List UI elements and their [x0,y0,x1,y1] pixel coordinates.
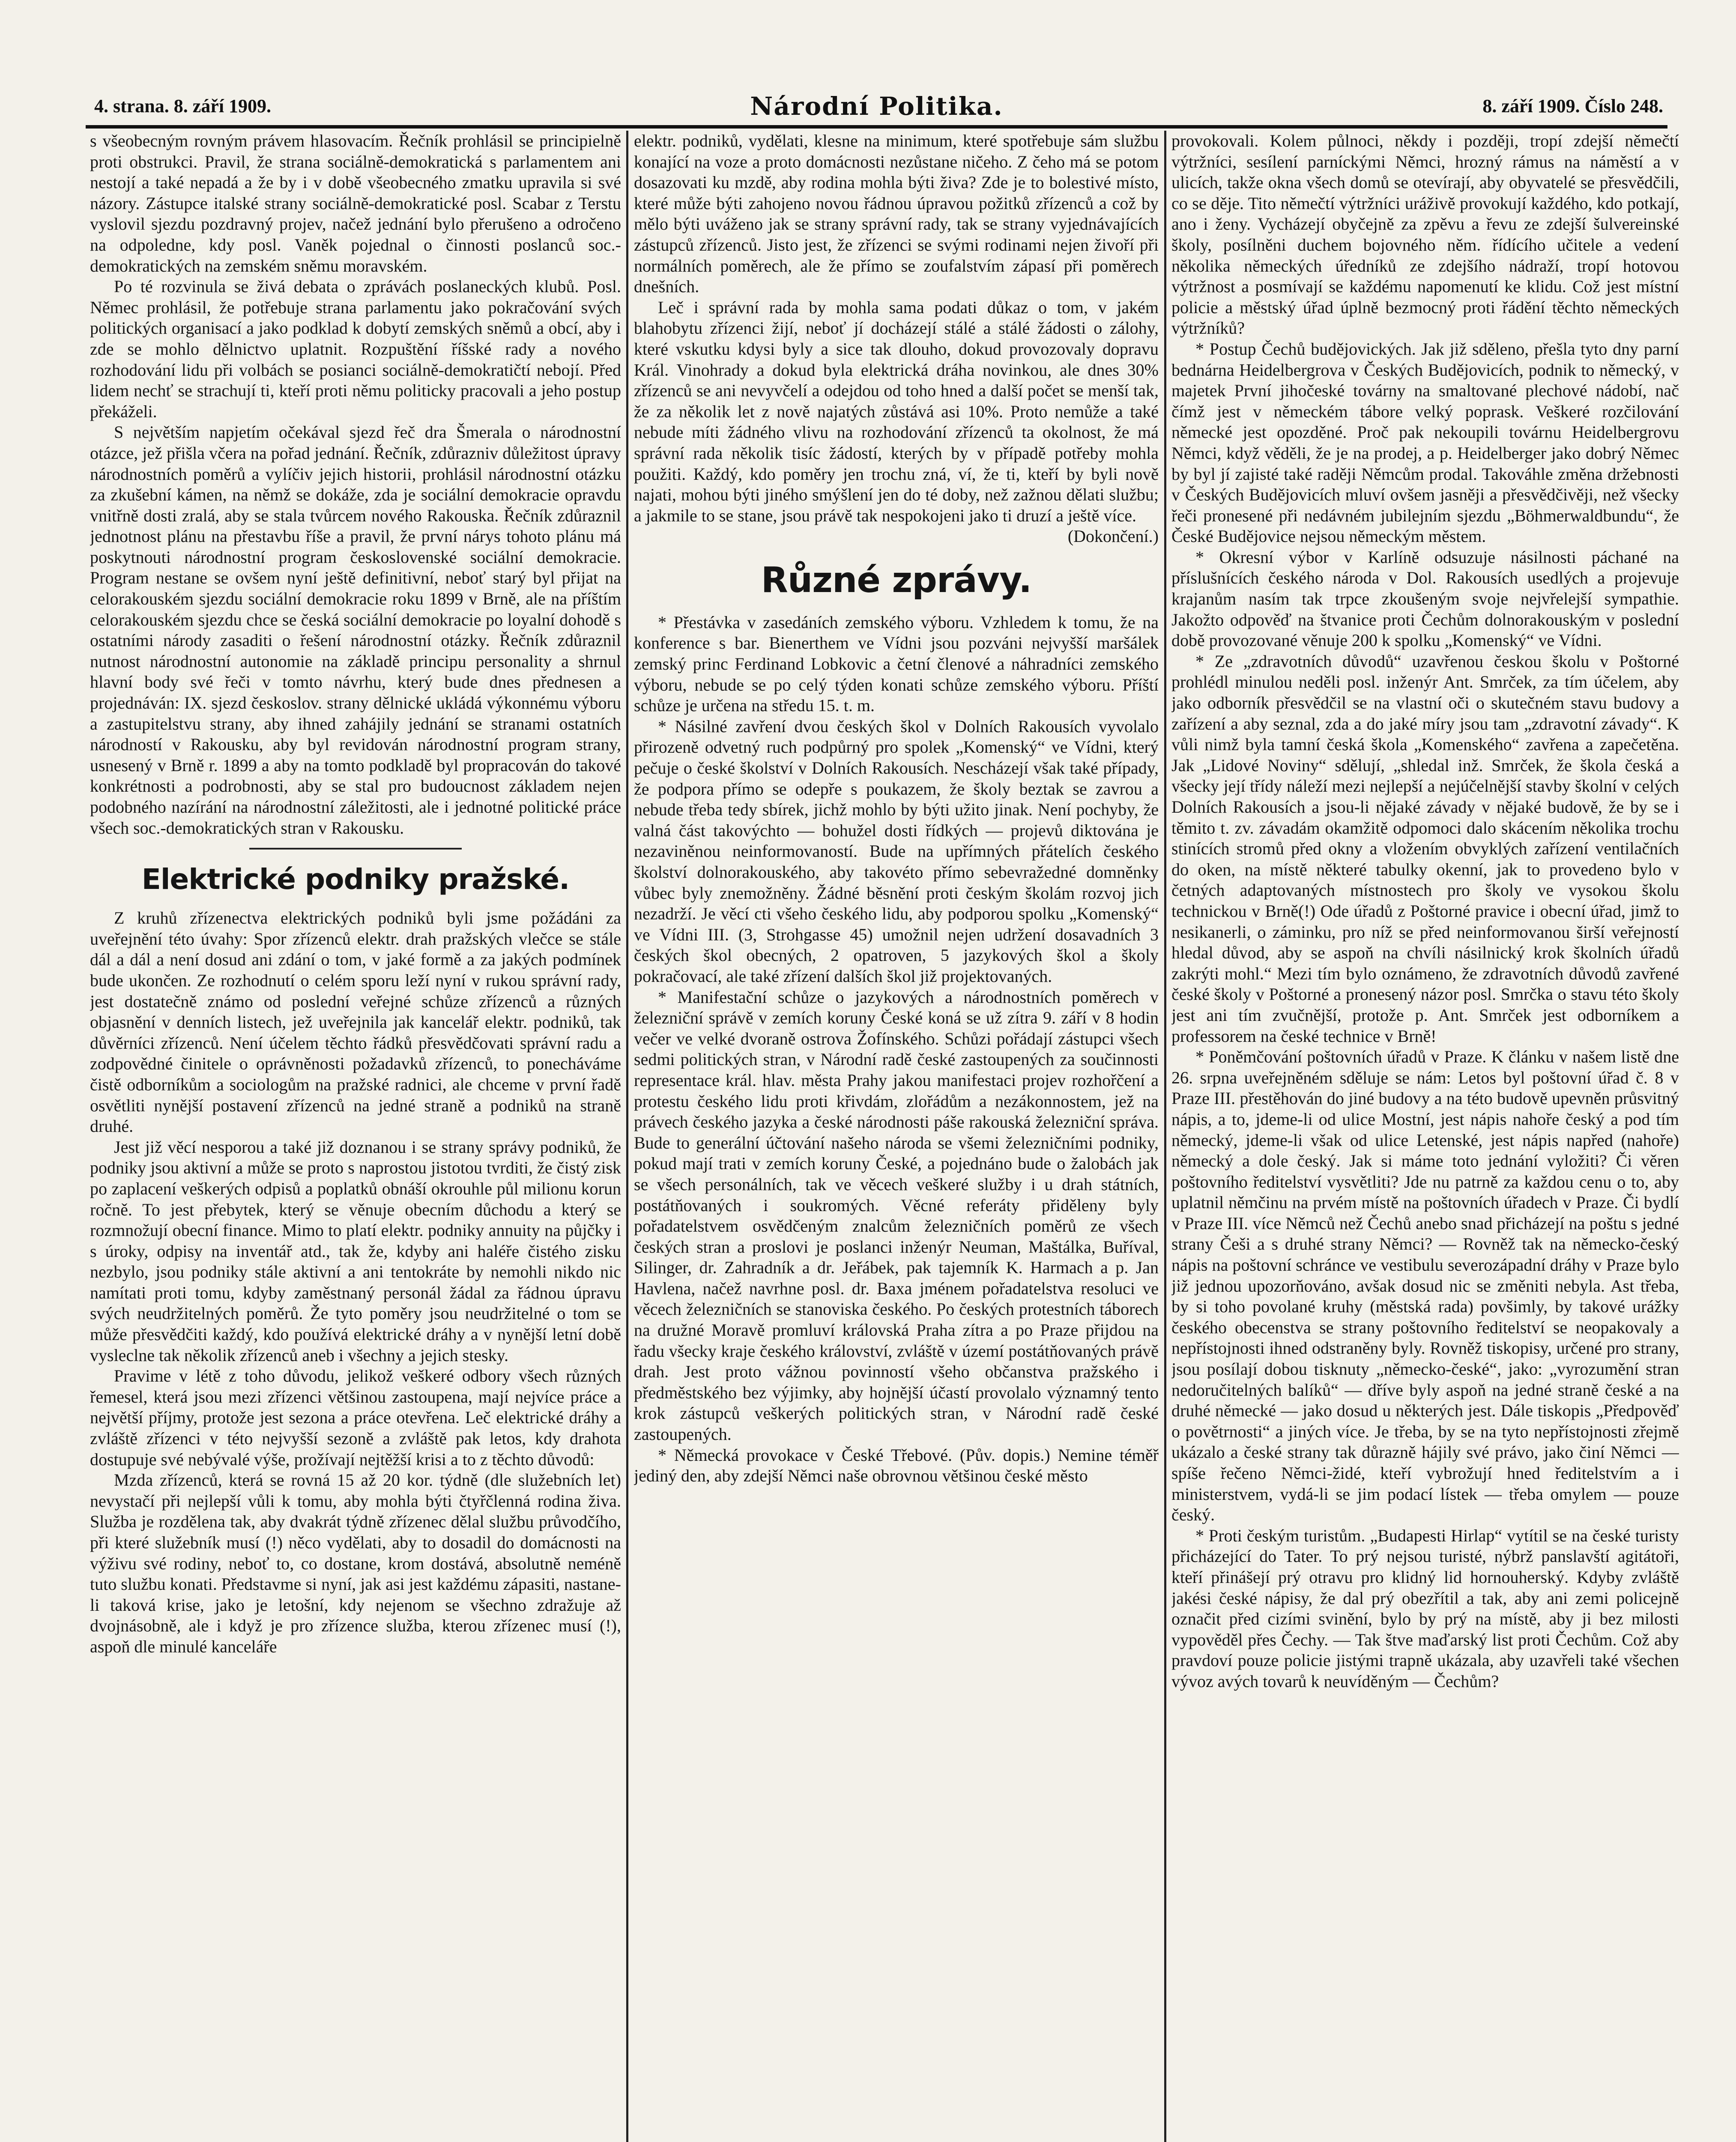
article-paragraph: elektr. podniků, vydělati, klesne na minimum, které spotřebuje sám službu konající na voze a proto domácnosti nezůstane ničeho. Z čeho má se potom dosazovati ku mzdě, aby rodina mohla býti živa? Zde je to bolestivé místo, které může býti zahojeno novou řádnou úpravou požitků zřízenců a což by mělo býti uváženo jak se strany správní rady, tak se strany vyjednávajících zástupců zřízenců. Jisto jest, že zřízenci se svými rodinami nejen živoří při normálních poměrech, ale že přímo se zoufalstvím zápasí při poměrech dnešních. [634,131,1159,296]
news-item: * Poněmčování poštovních úřadů v Praze. K článku v našem listě dne 26. srpna uveřejněném sděluje se nám: Letos byl poštovní úřad č. 8 v Praze III. přestěhován do jiné budovy a na této budově upevněn průsvitný nápis, a to, jdeme-li od ulice Mostní, jest nápis nahoře český a pod tím německý, jdeme-li však od ulice Letenské, jest nápis napřed (nahoře) německý a dole český. Jak si máme toto jednání vyložiti? Či věren poštovního ředitelství vysvětliti? Jde nu patrně za každou cenu o to, aby uplatnil němčinu na prvém místě na poštovních úřadech v Praze. Či bydlí v Praze III. více Němců než Čechů anebo snad přicházejí na poštu s jedné strany Češi a s druhé strany Němci? — Rovněž tak na německo-český nápis na poštovní schránce ve vestibulu severozápadní dráhy v Praze bylo již jednou upozorňováno, avšak dosud nic se změniti nebyla. Ast třeba, by si toho povolané kruhy (městská rada) povšimly, by takové urážky českého obecenstva se strany poštovního ředitelství se neopakovaly a nepřístojnosti ihned odstraněny byly. Rovněž tiskopisy, určené pro strany, jsou posílají dobou tisknuty „německo-české“, jako: „vyrozumění stran nedoručitelných balíků“ — dříve byly aspoň na jedné straně české a na druhé německé — jako dosud u některých jest. Dále tiskopis „Předpověď o povětrnosti“ a jiných více. Je třeba, by se na tyto nepřístojnosti zřejmě ukázalo a české strany tak důrazně hájily své právo, jako činí Němci — spíše řečeno Němci-židé, kteří vybrožují hned ředitelstvím a i ministerstvem, vydá-li se jim podací lístek — třeba omylem — pouze český. [1171,1047,1679,1525]
article-paragraph: Mzda zřízenců, která se rovná 15 až 20 kor. týdně (dle služebních let) nevystačí při nejlepší vůli k tomu, aby mohla býti čtyřčlenná rodina živa. Služba je rozdělena tak, aby dvakrát týdně zřízenec dělal službu průvodčího, při které služebník musí (!) něco vydělati, aby to dosadil do domácnosti na výživu své rodiny, neboť to, co dostane, krom dostává, absolutně neméně tuto službu konati. Představme si nyní, jak asi jest každému zápasiti, nastane-li taková krise, jako je letošní, kdy nejenom se všechno zdražuje až dvojnásobně, ale i když je pro zřízence služba, kterou zřízenec musí (!), aspoň dle minulé kanceláře [90,1470,621,1656]
article-paragraph: provokovali. Kolem půlnoci, někdy i později, tropí zdejší němečtí výtržníci, sesílení parníckými Němci, hrozný rámus na náměstí a v ulicích, takže okna všech domů se otevírají, aby obyvatelé se přesvědčili, co se děje. Tito němečtí výtržníci uráživě provokují každého, kdo potkají, ano i ženy. Vycházejí obyčejně za zpěvu a řevu ze zdejší šulvereinské školy, posílněni duchem bojovného něm. řídícího učitele a vedení několika německých úředníků ze zdejšího nádraží, tropí hotovou výtržnost a posmívají se každému napomenutí ke klidu. Což jest místní policie a městský úřad úplně bezmocný proti řádění těchto německých výtržníků? [1171,131,1679,338]
news-item: * Násilné zavření dvou českých škol v Dolních Rakousích vyvolalo přirozeně odvetný ruch podpůrný pro spolek „Komenský“ ve Vídni, který pečuje o české školství v Dolních Rakousích. Nescházejí však také případy, že podpora přímo se odepře s poukazem, že školy beztak se zavrou a nebude třeba tedy sbírek, jichž mohlo by býti užito jinak. Není pochyby, že valná část takovýchto — bohužel dosti řídkých — projevů diktována je nezaviněnou neinformovaností. Bude na upřímných přátelích českého školství dolnorakouského, aby takovéto přímo sebevražedné domněnky vůbec byly znemožněny. Žádné běsnění proti českým školám rozvoj jich nezadrží. Je věcí cti všeho českého lidu, aby podporou spolku „Komenský“ ve Vídni III. (3, Strohgasse 45) umožnil nejen udržení dosavadních 3 českých škol obecných, 2 opatroven, 5 jazykových škol a školy pokračovací, ale také zřízení dalších škol již projektovaných. [634,716,1159,986]
news-item: * Postup Čechů budějovických. Jak již sděleno, přešla tyto dny parní bednárna Heidelbergrova v Českých Budějovicích, podnik to německý, v majetek První jihočeské továrny na smaltované plechové nádobí, nač čímž jest v německém tábore velký poprask. Veškeré rozčilování německé jest opozděné. Proč pak nekoupili továrnu Heidelbergrovu Němci, když věděli, že je na prodej, a p. Heidelberger jako dobrý Němec by byl jí zajisté také raději Němcům prodal. Takováhle změna držebnosti v Českých Budějovicích mluví ovšem jasněji a přesvědčivěji, než všecky řeči pronesené při nedávném jubilejním sjezdu „Böhmerwaldbundu“, že České Budějovice nejsou německým městem. [1171,339,1679,546]
page-number-date: 4. strana. 8. září 1909. [94,96,272,117]
page-header [86,92,1667,129]
column-divider [626,131,628,2142]
news-item: * Německá provokace v České Třebové. (Pův. dopis.) Nemine téměř jediný den, aby zdejší Němci naše obrovnou většinou české město [634,1445,1159,1486]
section-divider [249,848,462,850]
column-divider [1164,131,1166,2142]
article-paragraph: Pravime v létě z toho důvodu, jelikož veškeré odbory všech různých řemesel, která jsou mezi zřízenci většinou zastoupena, mají nejvíce práce a největší příjmy, protože jest sezona a práce otevřena. Leč elektrické dráhy a zvláště zřízenci v této nejvyšší sezoně a zvláště pak letos, kdy drahota dostupuje své nebývalé výše, prožívají nejtěžší krisi a to z těchto důvodů: [90,1366,621,1469]
article-paragraph: Jest již věcí nesporou a také již doznanou i se strany správy podniků, že podniky jsou aktivní a může se proto s naprostou jistotou tvrditi, že čistý zisk po zaplacení veškerých odpisů a poplatků obnáší okrouhle půl milionu korun ročně. To jest přebytek, který se věnuje obecním důchodu a který se rozmnožují obecní finance. Mimo to platí elektr. podniky annuity na půjčky i s úroky, odpisy na inventář atd., tak že, kdyby ani haléře čistého zisku nezbylo, jsou podniky stále aktivní a ani tentokráte by nemohli nikdo nic namítati proti tomu, kdyby zaměstnaný personál žádal za řádnou úpravu svých neudržitelných poměrů. Že tyto poměry jsou neudržitelné o tom se může přesvědčiti každý, kdo používá elektrické dráhy a v nynější letní době vysleclne tak několik zřízenců aneb i všechny a jejich stesky. [90,1137,621,1365]
news-item: * Manifestační schůze o jazykových a národnostních poměrech v železniční správě v zemích koruny České koná se už zítra 9. září v 8 hodin večer ve velké dvoraně ostrova Žofínského. Schůzi pořádají zástupci všech sedmi politických stran, v Národní radě české zastoupených za součinnosti representace král. hlav. města Prahy jakou manifestaci projev rozhořčení a protestu českého lidu proti křivdám, zlořádům a nezákonnostem, jež na právech českého jazyka a české národnosti páše rakouská železniční správa. Bude to generální účtování našeho národa se všemi železničními podniky, pokud mají trati v zemích koruny České, a pojednáno bude o žalobách jak se všech personálních, tak ve věcech veškeré služby i u drah státních, postátňovaných i soukromých. Věcné referáty přiděleny byly pořadatelstvem osvědčeným znalcům železničních poměrů ze všech českých stran a proslovi je poslanci inženýr Neuman, Maštálka, Buříval, Silinger, dr. Zahradník a dr. Jeřábek, pak tajemník K. Harmach a p. Jan Havlena, načež navrhne posl. dr. Baxa jménem pořadatelstva resoluci ve věcech železničních se stanoviska českého. Po českých protestních táborech na družné Moravě promluví královská Praha zítra a po Praze přijdou na řadu všecky kraje českého království, zvláště v území postátňovaných právě drah. Jest proto vážnou povinností všeho občanstva pražského i předměstského bez výjimky, aby hojnější účastí provolalo významný tento krok zástupců veškerých politických stran, v Národní radě české zastoupených. [634,987,1159,1444]
column-3 [1171,131,1679,2142]
article-paragraph: Z kruhů zřízenectva elektrických podniků byli jsme požádáni za uveřejnění této úvahy: Spor zřízenců elektr. drah pražských vlečce se stále dál a dál a není dosud ani zdání o tom, v jaké formě a za jakých podmínek bude ukončen. Ze rozhodnutí o celém sporu leží nyní v rukou správní rady, jest dostatečně známo od poslední veřejné schůze zřízenců a různých objasnění v denních listech, jež uveřejnila jak kancelář elektr. podniků, tak důvěrníci zřízenců. Není účelem těchto řádků přesvědčovati správní radu a zodpovědné činitele o oprávněnosti požadavků zřízenců, to ponecháváme čistě odborníkům a sociologům na pražské radnici, ale chceme v první řadě osvětliti nynější postavení zřízenců na jedné straně a podniků na straně druhé. [90,908,621,1136]
article-paragraph: S největším napjetím očekával sjezd řeč dra Šmerala o národnostní otázce, jež přišla včera na pořad jednání. Řečník, zdůrazniv důležitost úpravy národnostních poměrů a vylíčiv jejich historii, prohlásil národnostní otázku za zkušební kámen, na němž se dokáže, zda je sociální demokracie opravdu vnitřně dosti zralá, aby se stala tvůrcem nového Rakouska. Řečník zdůraznil jednotnost plánu na přestavbu říše a pravil, že první nárys tohoto plánu má poskytnouti národnostní program československé sociální demokracie. Program nestane se ovšem nyní ještě definitivní, neboť starý byl přijat na celorakouském sjezdu sociální demokracie roku 1899 v Brně, ale na příštím celorakouském sjezdu chce se česká sociální demokracie po loyalní dohodě s ostatními národy zasaditi o řešení národnostní otázky. Řečník zdůraznil nutnost národnostní autonomie na základě principu personality a shrnul hlavní body své řeči v tomto návrhu, který bude dnes přednesen a projednáván: IX. sjezd českoslov. strany dělnické ukládá výkonnému výboru a zastupitelstvu strany, aby ihned zahájily jednání se stranami ostatních národností v Rakousku, aby byl revidován národnostní program strany, usnesený v Brně r. 1899 a aby na tomto podkladě byl propracován do takové konkrétnosti a podrobnosti, aby se stal pro budoucnost základem nejen podobného nazírání na národnostní záležitosti, ale i jednotné politické práce všech soc.-demokratických stran v Rakousku. [90,422,621,838]
article-heading: Elektrické podniky pražské. [141,863,570,896]
column-1 [90,131,621,2142]
column-2 [634,131,1159,2142]
article-paragraph: s všeobecným rovným právem hlasovacím. Řečník prohlásil se principielně proti obstrukci. Pravil, že strana sociálně-demokratická s parlamentem ani nestojí a také nepadá a že by i v době všeobecného zmatku upravila si své názory. Zástupce italské strany sociálně-demokratické posl. Scabar z Terstu vyslovil sjezdu pozdravný projev, načež jednání bylo přerušeno a odročeno na odpoledne, kdy posl. Vaněk pojednal o činnosti poslanců soc.-demokratických na zemském sněmu moravském. [90,131,621,275]
news-item: * Proti českým turistům. „Budapesti Hirlap“ vytítil se na české turisty přicházející do Tater. To prý nejsou turisté, nýbrž panslavští agitátoři, kteří přinášejí prý otravu pro klidný lid hornouherský. Kdyby zvláště jakési české nápisy, že dal prý obezřítil a tak, aby ani zemi policejně označit před cizími svinění, bylo by prý na místě, aby ji bez milosti vypověděl přes Čechy. — Tak štve maďarský list proti Čechům. Což aby pravdoví pouze policie jistými trapně ukázala, aby uzavřeli také všechen vývoz avých tovarů k neuvíděným — Čechům? [1171,1526,1679,1691]
article-paragraph: Leč i správní rada by mohla sama podati důkaz o tom, v jakém blahobytu zřízenci žijí, neboť jí docházejí stálé a stálé žádosti o zálohy, které vskutku kdysi byly a sice tak dlouho, dokud provozovaly dopravu Král. Vinohrady a dokud byla elektrická dráha novinkou, ale dnes 30% zřízenců se ani nevyvčelí a odejdou od toho hned a další počet se menší tak, že za několik let z nově najatých zůstává asi 10%. Proto nemůže a také nebude míti žádného vlivu na rozhodování zřízenců ta okolnost, že má správní rada několik tisíc žádostí, kterých by v případě potřeby mohla použiti. Každý, kdo poměry jen trochu zná, ví, že ti, kteří by byli nově najati, mohou býti jiného smýšlení jen do té doby, než zažnou dělati službu; a jakmile to se stane, jsou právě tak nespokojeni jako ti druzí a ještě více. [634,297,1159,525]
newspaper-title: Národní Politika. [750,92,1003,121]
issue-date-number: 8. září 1909. Číslo 248. [1482,96,1663,117]
continuation-note: (Dokončení.) [1067,527,1159,546]
news-item: * Přestávka v zasedáních zemského výboru. Vzhledem k tomu, že na konference s bar. Bienerthem ve Vídni jsou pozváni nejvyšší maršálek zemský princ Ferdinand Lobkovic a četní členové a náhradníci zemského výboru, nebude se po celý týden konati schůze zemského výboru. Příští schůze je určena na středu 15. t. m. [634,612,1159,715]
news-item: * Okresní výbor v Karlíně odsuzuje násilnosti páchané na příslušnících českého národa v Dol. Rakousích usedlých a projevuje krajanům nasím tak trpce zkoušeným svoje nejvřelejší sympathie. Jakožto odpověď na štvanice proti Čechům dolnorakouským v poslední době provozované věnuje 200 k spolku „Komenský“ ve Vídni. [1171,547,1679,650]
section-heading: Různé zprávy. [761,559,1032,601]
news-item: * Ze „zdravotních důvodů“ uzavřenou českou školu v Poštorné prohlédl minulou neděli posl. inženýr Ant. Smrček, za tím účelem, aby jako odborník přesvědčil se na vlastní oči o skutečném stavu budovy a zařízení a aby seznal, zda a do jaké míry jsou tam „zdravotní závady“. K vůli nimž byla tamní česká škola „Komenského“ zavřena a zapečetěna. Jak „Lidové Noviny“ sdělují, „shledal inž. Smrček, že škola česká a všecky její třídy náleží mezi nejlepší a nejúčelnější stavby školní v celých Dolních Rakousích a jsou-li nějaké závady v nějaké budově, že by se i těmito t. zv. závadám okamžitě odpomoci dalo skácením několika trochu stinících stromů před okny a vložením obvyklých zařízení ventilačních do oken, na místě některé tabulky okenní, jak to provedeno bylo v četných adaptovaných místnostech pro školy ve vysokou školu technickou v Brně(!) Ode úřadů z Poštorné pravice i obecní úřad, jimž to nesikanerli, o záminku, pro níž se před neinformovanou širší veřejností hledal důvod, aby se aspoň na chvíli násilnický krok školních úřadů zakrýti mohl.“ Mezi tím bylo oznámeno, že zdravotních důvodů zavřené české školy v Poštorné a pronesený názor posl. Smrčka o stavu této školy jest ani tím zvučnější, protože p. Ant. Smrček jest odborníkem a professorem na české technice v Brně! [1171,651,1679,1046]
article-paragraph: Po té rozvinula se živá debata o zprávách poslaneckých klubů. Posl. Němec prohlásil, že potřebuje strana parlamentu jako pokračování svých politických organisací a jako podklad k dobytí zemských sněmů a obcí, aby i zde se mohlo dělnictvo uplatnit. Rozpuštění říšské rady a nového rozhodování lidu při volbách se posianci sociálně-demokratičtí nebojí. Před lidem nechť se strachují ti, kteří proti němu politicky pracovali a jeho postup překáželi. [90,277,621,421]
